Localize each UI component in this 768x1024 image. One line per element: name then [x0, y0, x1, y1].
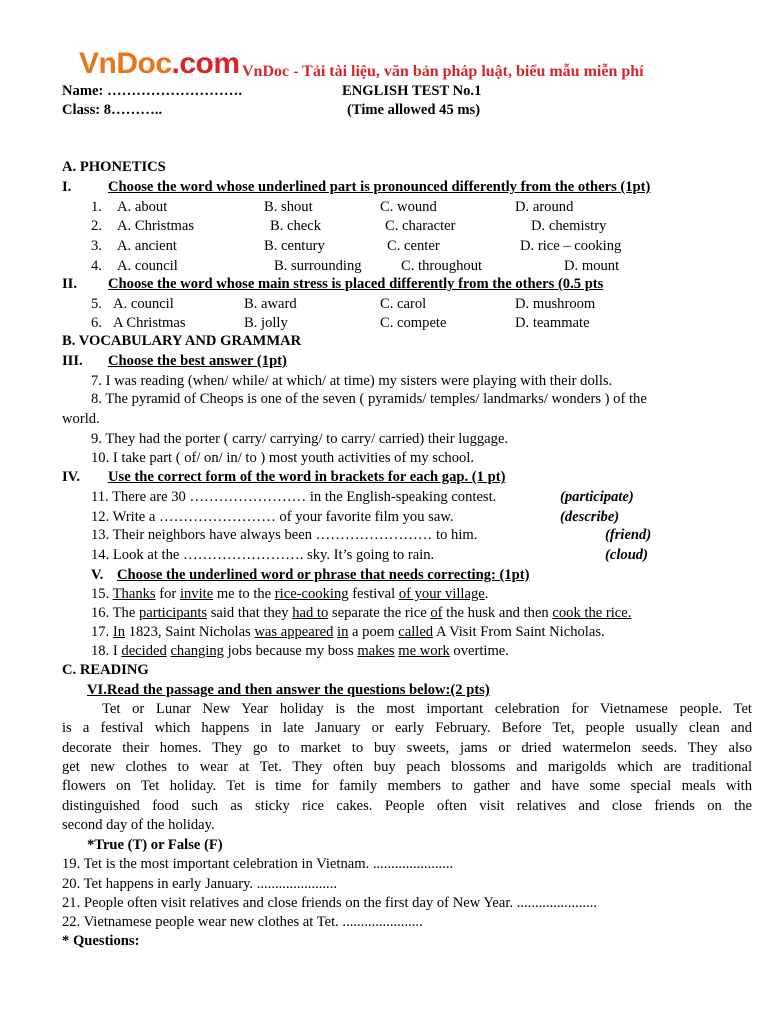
- part-i-instruction: Choose the word whose underlined part is pronounced differently from the others (1pt): [108, 179, 651, 195]
- question-number: 3.: [91, 238, 102, 254]
- option-a: A Christmas: [113, 315, 186, 331]
- underlined-option: had to: [292, 605, 329, 621]
- question-21: 21. People often visit relatives and close friends on the first day of New Year. ......................: [62, 895, 598, 911]
- option-d: D. rice – cooking: [520, 238, 622, 254]
- question-number: 5.: [91, 296, 102, 312]
- question-13: 13. Their neighbors have always been …………………… to him.: [91, 527, 478, 543]
- question-11: 11. There are 30 …………………… in the English-speaking contest.: [91, 489, 497, 505]
- question-22: 22. Vietnamese people wear new clothes at Tet. ......................: [62, 914, 423, 930]
- part-ii-number: II.: [62, 276, 78, 292]
- underlined-option: In: [112, 624, 126, 640]
- question-14: 14. Look at the ……………………. sky. It’s going to rain.: [91, 547, 435, 563]
- text: 15.: [91, 586, 113, 602]
- option-b: B. award: [244, 296, 297, 312]
- option-b: B. jolly: [244, 315, 288, 331]
- option-d: D. around: [515, 199, 574, 215]
- question-7: 7. I was reading (when/ while/ at which/ at time) my sisters were playing with their dolls.: [91, 373, 613, 389]
- option-a: A. ancient: [117, 238, 177, 254]
- option-a: A. council: [113, 296, 174, 312]
- underlined-option: invite: [179, 586, 214, 602]
- section-a-heading: A. PHONETICS: [62, 159, 166, 175]
- time-allowed: (Time allowed 45 ms): [347, 102, 481, 118]
- part-iii-instruction: Choose the best answer (1pt): [108, 353, 287, 369]
- option-c: C. compete: [380, 315, 447, 331]
- question-14-word: (cloud): [605, 547, 648, 563]
- option-b: B. check: [270, 218, 322, 234]
- question-19: 19. Tet is the most important celebration in Vietnam. ......................: [62, 856, 454, 872]
- option-b: B. century: [264, 238, 325, 254]
- question-10: 10. I take part ( of/ on/ in/ to ) most youth activities of my school.: [91, 450, 475, 466]
- underlined-option: was appeared: [254, 624, 334, 640]
- underlined-option: participants: [138, 605, 208, 621]
- text: overtime.: [449, 643, 509, 659]
- passage-line: get new clothes to wear at Tet. They often buy peach blossoms and marigolds which are traditional: [62, 759, 752, 775]
- text: festival: [348, 586, 399, 602]
- passage-line: flowers on Tet holiday. Tet is time for family members to gather and have some special meals with: [62, 778, 752, 794]
- underlined-option: of: [430, 605, 443, 621]
- option-c: C. wound: [380, 199, 437, 215]
- passage-line: decorate their homes. They go to market to buy sweets, jams or dried watermelon seeds. They also: [62, 740, 752, 756]
- underlined-option: me work: [398, 643, 450, 659]
- text: said that they: [207, 605, 293, 621]
- test-title: ENGLISH TEST No.1: [342, 83, 482, 99]
- question-9: 9. They had the porter ( carry/ carrying/ to carry/ carried) their luggage.: [91, 431, 509, 447]
- text: 18. I: [91, 643, 122, 659]
- question-number: 6.: [91, 315, 102, 331]
- part-iii-number: III.: [62, 353, 83, 369]
- true-false-heading: *True (T) or False (F): [87, 837, 223, 853]
- question-11-word: (participate): [560, 489, 634, 505]
- option-b: B. surrounding: [274, 258, 362, 274]
- part-vi-instruction: VI.Read the passage and then answer the questions below:(2 pts): [87, 682, 490, 698]
- question-12: 12. Write a …………………… of your favorite film you saw.: [91, 509, 454, 525]
- underlined-option: in: [337, 624, 349, 640]
- passage-line: is a festival which happens in late January or early February. Before Tet, people usually clean and: [62, 720, 752, 736]
- underlined-option: called: [398, 624, 434, 640]
- option-a: A. Christmas: [117, 218, 195, 234]
- text: .: [484, 586, 489, 602]
- text: 16. The: [91, 605, 139, 621]
- option-a: A. council: [117, 258, 178, 274]
- question-17: [91, 623, 605, 641]
- text: the husk and then: [442, 605, 553, 621]
- option-d: D. chemistry: [531, 218, 607, 234]
- section-c-heading: C. READING: [62, 662, 149, 678]
- underlined-option: of your village: [398, 586, 485, 602]
- text: a poem: [348, 624, 399, 640]
- text: 17.: [91, 624, 113, 640]
- passage-line: second day of the holiday.: [62, 817, 215, 833]
- option-d: D. mushroom: [515, 296, 596, 312]
- option-c: C. carol: [380, 296, 427, 312]
- option-a: A. about: [117, 199, 168, 215]
- questions-heading: * Questions:: [62, 933, 140, 949]
- option-b: B. shout: [264, 199, 313, 215]
- question-number: 1.: [91, 199, 102, 215]
- underlined-option: cook the rice.: [552, 605, 632, 621]
- question-8-continued: world.: [62, 411, 100, 427]
- passage-line: Tet or Lunar New Year holiday is the most important celebration for Vietnamese people. Tet: [102, 701, 752, 717]
- part-iv-instruction: Use the correct form of the word in brackets for each gap. (1 pt): [108, 469, 506, 485]
- part-i-number: I.: [62, 179, 72, 195]
- text: jobs because my boss: [223, 643, 358, 659]
- logo-vn: VnDoc: [79, 47, 172, 80]
- text: separate the rice: [328, 605, 431, 621]
- vndoc-logo[interactable]: [79, 48, 240, 80]
- part-iv-number: IV.: [62, 469, 80, 485]
- name-field: Name: ……………………….: [62, 83, 242, 99]
- option-d: D. mount: [564, 258, 620, 274]
- site-tagline: VnDoc - Tải tài liệu, văn bản pháp luật, biểu mẫu miễn phí: [242, 63, 644, 80]
- option-c: C. center: [387, 238, 440, 254]
- question-number: 4.: [91, 258, 102, 274]
- question-8: 8. The pyramid of Cheops is one of the seven ( pyramids/ temples/ landmarks/ wonders ) of the: [91, 391, 647, 407]
- part-ii-instruction: Choose the word whose main stress is placed differently from the others (0.5 pts: [108, 276, 604, 292]
- underlined-option: makes: [357, 643, 395, 659]
- section-b-heading: B. VOCABULARY AND GRAMMAR: [62, 333, 302, 349]
- option-c: C. character: [385, 218, 456, 234]
- underlined-option: Thanks: [112, 586, 156, 602]
- part-v-number: V.: [91, 567, 104, 583]
- question-12-word: (describe): [560, 509, 620, 525]
- question-number: 2.: [91, 218, 102, 234]
- question-20: 20. Tet happens in early January. ......................: [62, 876, 337, 892]
- logo-com: .com: [171, 47, 240, 80]
- option-d: D. teammate: [515, 315, 590, 331]
- part-v-instruction: Choose the underlined word or phrase that needs correcting: (1pt): [117, 567, 530, 583]
- question-16: [91, 604, 631, 622]
- question-15: [91, 585, 488, 603]
- underlined-option: decided: [121, 643, 167, 659]
- underlined-option: changing: [170, 643, 224, 659]
- question-18: [91, 642, 509, 660]
- text: me to the: [213, 586, 275, 602]
- underlined-option: rice-cooking: [274, 586, 349, 602]
- text: 1823, Saint Nicholas: [125, 624, 255, 640]
- passage-line: distinguished food such as sticky rice cakes. People often visit relatives and close friends on the: [62, 798, 752, 814]
- question-13-word: (friend): [605, 527, 652, 543]
- option-c: C. throughout: [401, 258, 483, 274]
- text: for: [155, 586, 180, 602]
- text: A Visit From Saint Nicholas.: [433, 624, 605, 640]
- class-field: Class: 8………..: [62, 102, 163, 118]
